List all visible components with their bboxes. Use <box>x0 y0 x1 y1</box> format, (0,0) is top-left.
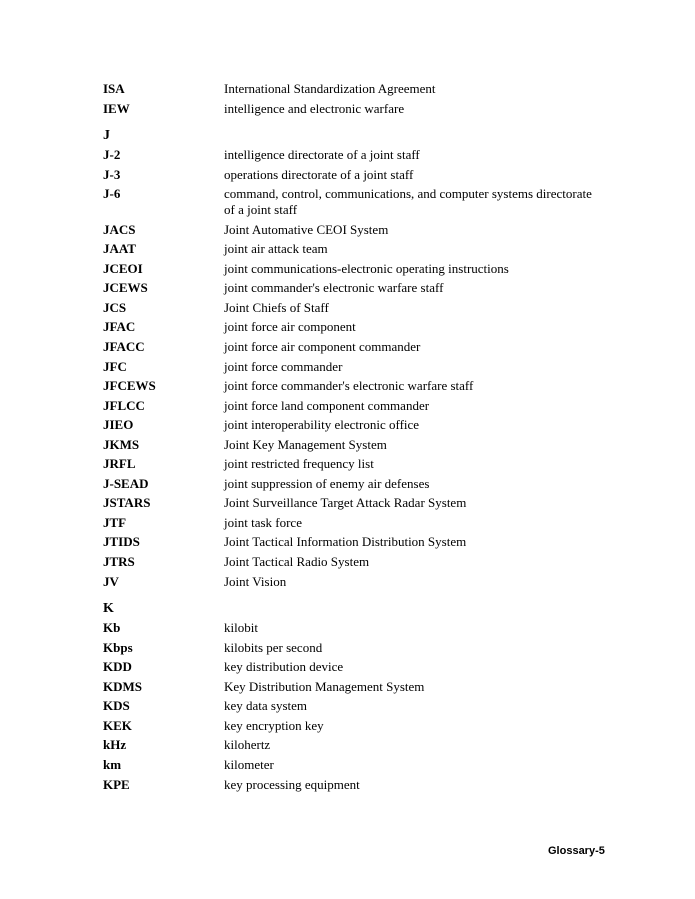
glossary-definition: International Standardization Agreement <box>224 81 436 96</box>
glossary-definition: Joint Tactical Radio System <box>224 554 370 570</box>
glossary-entry <box>103 300 623 316</box>
glossary-definition: joint force air component <box>224 319 356 335</box>
glossary-term: JAAT <box>103 241 136 257</box>
glossary-definition: operations directorate of a joint staff <box>224 166 414 182</box>
glossary-term: KDMS <box>103 678 142 694</box>
glossary-definition: intelligence and electronic warfare <box>224 100 405 116</box>
glossary-term: JIEO <box>103 417 134 433</box>
glossary-entry <box>103 417 623 433</box>
glossary-term: JFACC <box>103 339 145 355</box>
glossary-definition: joint communications-electronic operating instructions <box>224 260 509 276</box>
glossary-definition: joint task force <box>224 514 302 530</box>
glossary-definition: joint suppression of enemy air defenses <box>224 475 430 491</box>
glossary-term: JKMS <box>103 436 140 452</box>
glossary-term: JFC <box>103 358 127 374</box>
glossary-term: JFCEWS <box>103 378 156 394</box>
section-letter-heading: J <box>103 127 110 143</box>
glossary-entry <box>103 339 623 355</box>
glossary-term: KPE <box>103 776 130 792</box>
glossary-definition: kilometer <box>224 756 274 772</box>
glossary-entry <box>103 698 623 714</box>
glossary-entry <box>103 659 623 675</box>
glossary-term: JFLCC <box>103 397 145 413</box>
glossary-definition: intelligence directorate of a joint staff <box>224 147 420 163</box>
glossary-definition: joint air attack team <box>224 241 328 257</box>
glossary-entry <box>103 261 623 277</box>
glossary-entry <box>103 534 623 550</box>
glossary-term: JSTARS <box>103 495 151 511</box>
glossary-term: JTRS <box>103 554 135 570</box>
glossary-definition: command, control, communications, and computer systems directorate of a joint staff <box>224 186 592 218</box>
glossary-definition: kilohertz <box>224 737 271 753</box>
glossary-definition: Joint Tactical Information Distribution System <box>224 534 467 550</box>
glossary-definition: Joint Key Management System <box>224 436 387 452</box>
glossary-entry <box>103 359 623 375</box>
glossary-entry <box>103 476 623 492</box>
glossary-term: JFAC <box>103 319 136 335</box>
glossary-entry <box>103 101 623 117</box>
glossary-entry <box>103 718 623 734</box>
glossary-term: KDD <box>103 659 132 675</box>
glossary-term: JV <box>103 573 119 589</box>
glossary-term: KDS <box>103 698 130 714</box>
glossary-term: J-SEAD <box>103 475 149 491</box>
glossary-definition: joint interoperability electronic office <box>224 417 420 433</box>
glossary-definition: key distribution device <box>224 659 344 675</box>
glossary-definition: joint force commander's electronic warfare staff <box>224 378 474 394</box>
glossary-term: kHz <box>103 737 127 753</box>
glossary-term: JRFL <box>103 456 136 472</box>
glossary-entry <box>103 378 623 394</box>
glossary-definition: joint force land component commander <box>224 397 430 413</box>
glossary-definition: Key Distribution Management System <box>224 678 425 694</box>
glossary-entry <box>103 640 623 656</box>
glossary-section-i <box>103 81 623 117</box>
glossary-entry <box>103 398 623 414</box>
glossary-definition: Joint Vision <box>224 573 287 589</box>
glossary-term: JACS <box>103 221 136 237</box>
glossary-entry <box>103 280 623 296</box>
glossary-term: JCEOI <box>103 260 143 276</box>
glossary-entry <box>103 147 623 163</box>
glossary-entry <box>103 222 623 238</box>
glossary-term: JCEWS <box>103 280 148 296</box>
glossary-term: JTIDS <box>103 534 140 550</box>
glossary-entry <box>103 679 623 695</box>
glossary-term: J-3 <box>103 166 121 182</box>
glossary-entry <box>103 777 623 793</box>
glossary-definition: Joint Chiefs of Staff <box>224 299 329 315</box>
glossary-entry <box>103 757 623 773</box>
glossary-term: ISA <box>103 81 125 96</box>
glossary-term: IEW <box>103 100 130 116</box>
glossary-entry <box>103 81 623 97</box>
glossary-entry <box>103 456 623 472</box>
glossary-term: JCS <box>103 299 127 315</box>
glossary-definition: joint commander's electronic warfare staff <box>224 280 444 296</box>
glossary-entry <box>103 437 623 453</box>
glossary-entry <box>103 167 623 183</box>
glossary-definition: joint force air component commander <box>224 339 421 355</box>
glossary-section-j <box>103 128 623 590</box>
glossary-term: J-6 <box>103 186 121 202</box>
glossary-term: J-2 <box>103 147 121 163</box>
glossary-definition: Joint Surveillance Target Attack Radar System <box>224 495 467 511</box>
glossary-definition: joint restricted frequency list <box>224 456 374 472</box>
glossary-entry <box>103 737 623 753</box>
glossary-term: JTF <box>103 514 127 530</box>
glossary-entry <box>103 554 623 570</box>
glossary-definition: key processing equipment <box>224 776 360 792</box>
glossary-term: KEK <box>103 717 132 733</box>
glossary-definition: joint force commander <box>224 358 343 374</box>
glossary-definition: Joint Automative CEOI System <box>224 221 389 237</box>
section-letter-heading: K <box>103 600 114 616</box>
glossary-term: km <box>103 756 122 772</box>
glossary-term: Kb <box>103 620 121 636</box>
glossary-section-k <box>103 601 623 793</box>
glossary-entry <box>103 574 623 590</box>
glossary-definition: kilobit <box>224 620 258 636</box>
glossary-entry <box>103 241 623 257</box>
glossary-list <box>103 81 623 796</box>
glossary-term: Kbps <box>103 639 133 655</box>
glossary-definition: key encryption key <box>224 717 324 733</box>
glossary-entry <box>103 515 623 531</box>
glossary-entry <box>103 319 623 335</box>
glossary-entry <box>103 495 623 511</box>
page-number: Glossary-5 <box>548 845 605 857</box>
glossary-entry <box>103 620 623 636</box>
glossary-definition: key data system <box>224 698 308 714</box>
glossary-definition: kilobits per second <box>224 639 323 655</box>
glossary-entry <box>103 186 623 218</box>
